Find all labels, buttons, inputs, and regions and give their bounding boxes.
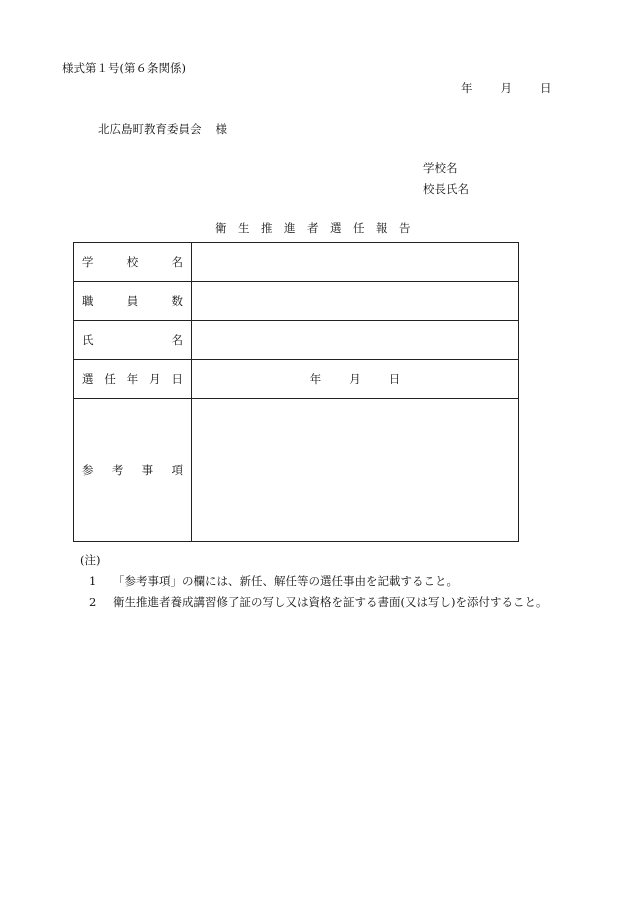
label-char: 事	[141, 463, 154, 477]
staff-count-cell-label	[74, 282, 192, 321]
label-char: 名	[171, 333, 183, 347]
title-char: 進	[284, 221, 307, 235]
title-char: 報	[376, 221, 399, 235]
table-row	[74, 399, 519, 542]
addressee-suffix: 様	[215, 122, 227, 136]
note-number: 1	[89, 574, 97, 588]
notes-header: (注)	[80, 553, 101, 567]
document-title	[215, 220, 422, 236]
title-char: 任	[353, 221, 376, 235]
date-year-label: 年	[461, 81, 473, 95]
label-char: 参	[82, 463, 94, 477]
label-char: 氏	[82, 333, 94, 347]
date-year-label: 年	[309, 372, 322, 386]
date-day-label: 日	[388, 372, 401, 386]
table-row	[74, 321, 519, 360]
date-month-label: 月	[500, 81, 512, 95]
label-char: 考	[111, 463, 124, 477]
title-char: 生	[238, 221, 261, 235]
school-name-label: 学校名	[423, 161, 458, 175]
remarks-value-cell[interactable]	[192, 399, 519, 542]
date-day-label: 日	[540, 81, 552, 95]
table-row	[74, 360, 519, 399]
note-number: 2	[89, 595, 97, 609]
full-name-cell-label	[74, 321, 192, 360]
title-char: 告	[399, 221, 422, 235]
note-text: 衛生推進者養成講習修了証の写し又は資格を証する書面(又は写し)を添付すること。	[113, 595, 548, 609]
label-char: 学	[82, 255, 94, 269]
title-char: 推	[261, 221, 284, 235]
note-item	[89, 573, 458, 589]
label-char: 日	[171, 372, 183, 386]
label-char: 職	[82, 294, 94, 308]
principal-name-label: 校長氏名	[423, 182, 469, 196]
date-month-label: 月	[349, 372, 361, 386]
appointment-date-cell-label	[74, 360, 192, 399]
note-item	[89, 594, 547, 610]
appointment-date-value-cell[interactable]	[192, 360, 519, 399]
form-number: 様式第１号(第６条関係)	[62, 61, 186, 75]
title-char: 者	[307, 221, 330, 235]
label-char: 員	[126, 294, 139, 308]
school-name-value-cell[interactable]	[192, 243, 519, 282]
label-char: 名	[171, 255, 183, 269]
school-name-cell-label	[74, 243, 192, 282]
label-char: 任	[104, 372, 116, 386]
staff-count-value-cell[interactable]	[192, 282, 519, 321]
addressee	[98, 121, 227, 137]
label-char: 年	[126, 372, 139, 386]
title-char: 衛	[215, 221, 238, 235]
report-table	[73, 242, 519, 542]
table-row	[74, 243, 519, 282]
label-char: 校	[126, 255, 139, 269]
full-name-value-cell[interactable]	[192, 321, 519, 360]
note-text: 「参考事項」の欄には、新任、解任等の選任事由を記載すること。	[113, 574, 458, 588]
label-char: 数	[171, 294, 183, 308]
remarks-cell-label	[74, 399, 192, 542]
title-char: 選	[330, 221, 353, 235]
label-char: 項	[171, 463, 183, 477]
label-char: 選	[82, 372, 94, 386]
submission-date	[461, 80, 552, 96]
addressee-name: 北広島町教育委員会	[98, 122, 202, 136]
label-char: 月	[149, 372, 161, 386]
table-row	[74, 282, 519, 321]
